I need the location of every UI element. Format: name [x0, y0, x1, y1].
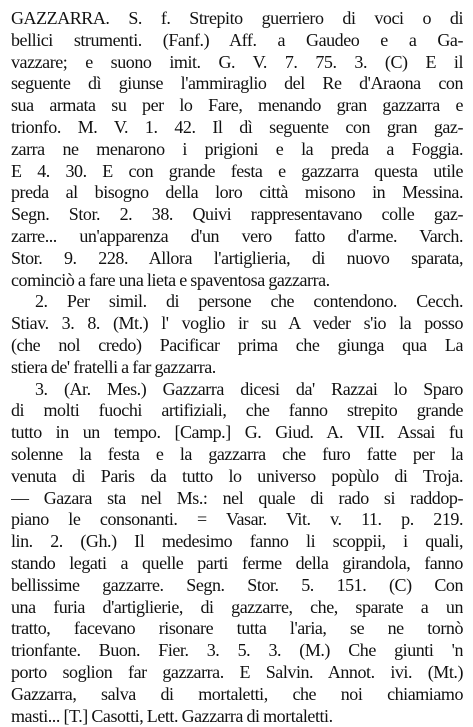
entry-line: bellici strumenti. (Fanf.) Aff. a Gaudeo e a Ga-	[11, 30, 463, 52]
entry-line: zarre... un'apparenza d'un vero fatto d'arme. Varch.	[11, 226, 463, 248]
entry-line: trionfante. Buon. Fier. 3. 5. 3. (M.) Che giunti 'n	[11, 640, 463, 662]
entry-line: una furia d'artiglierie, di gazzarre, che, sparate a un	[11, 597, 463, 619]
entry-line: 3. (Ar. Mes.) Gazzarra dicesi da' Razzai lo Sparo	[11, 379, 463, 401]
entry-line: Stor. 9. 228. Allora l'artiglieria, di nuovo sparata,	[11, 248, 463, 270]
entry-line: sua armata su per lo Fare, menando gran gazzarra e	[11, 95, 463, 117]
entry-line: trionfo. M. V. 1. 42. Il dì seguente con gran gaz-	[11, 117, 463, 139]
entry-line: seguente dì giunse l'ammiraglio del Re d'Araona con	[11, 73, 463, 95]
entry-line: masti... [T.] Casotti, Lett. Gazzarra di mortaletti.	[11, 706, 463, 727]
entry-line: tutto in un tempo. [Camp.] G. Giud. A. VII. Assai fu	[11, 422, 463, 444]
entry-line: di molti fuochi artifiziali, che fanno strepito grande	[11, 400, 463, 422]
entry-line: tratto, facevano risonare tutta l'aria, se ne tornò	[11, 618, 463, 640]
entry-line: piano le consonanti. = Vasar. Vit. v. 11. p. 219.	[11, 509, 463, 531]
entry-line: porto soglion far gazzarra. E Salvin. Annot. ivi. (Mt.)	[11, 662, 463, 684]
entry-line: cominciò a fare una lieta e spaventosa gazzarra.	[11, 270, 463, 292]
entry-line: lin. 2. (Gh.) Il medesimo fanno li scoppii, i quali,	[11, 531, 463, 553]
entry-line: E 4. 30. E con grande festa e gazzarra questa utile	[11, 161, 463, 183]
entry-line: venuta di Paris da tutto lo universo popùlo di Troja.	[11, 466, 463, 488]
entry-line: zarra ne menarono i prigioni e la preda a Foggia.	[11, 139, 463, 161]
entry-line: — Gazara sta nel Ms.: nel quale di rado si raddop-	[11, 488, 463, 510]
entry-line: GAZZARRA. S. f. Strepito guerriero di voci o di	[11, 8, 463, 30]
entry-line: stando legati a quelle parti ferme della girandola, fanno	[11, 553, 463, 575]
entry-line: (che nol credo) Pacificar prima che giunga qua La	[11, 335, 463, 357]
entry-line: bellissime gazzarre. Segn. Stor. 5. 151. (C) Con	[11, 575, 463, 597]
entry-line: 2. Per simil. di persone che contendono. Cecch.	[11, 291, 463, 313]
entry-line: Segn. Stor. 2. 38. Quivi rappresentavano colle gaz-	[11, 204, 463, 226]
entry-line: stiera de' fratelli a far gazzarra.	[11, 357, 463, 379]
entry-line: preda al bisogno della loro città misono in Messina.	[11, 182, 463, 204]
entry-line: Gazzarra, salva di mortaletti, che noi chiamiamo	[11, 684, 463, 706]
dictionary-entry-gazzarra	[11, 8, 463, 727]
entry-line: solenne la festa e la gazzarra che furo fatte per la	[11, 444, 463, 466]
entry-line: Stiav. 3. 8. (Mt.) l' voglio ir su A veder s'io la posso	[11, 313, 463, 335]
entry-line: vazzare; e suono imit. G. V. 7. 75. 3. (C) E il	[11, 52, 463, 74]
